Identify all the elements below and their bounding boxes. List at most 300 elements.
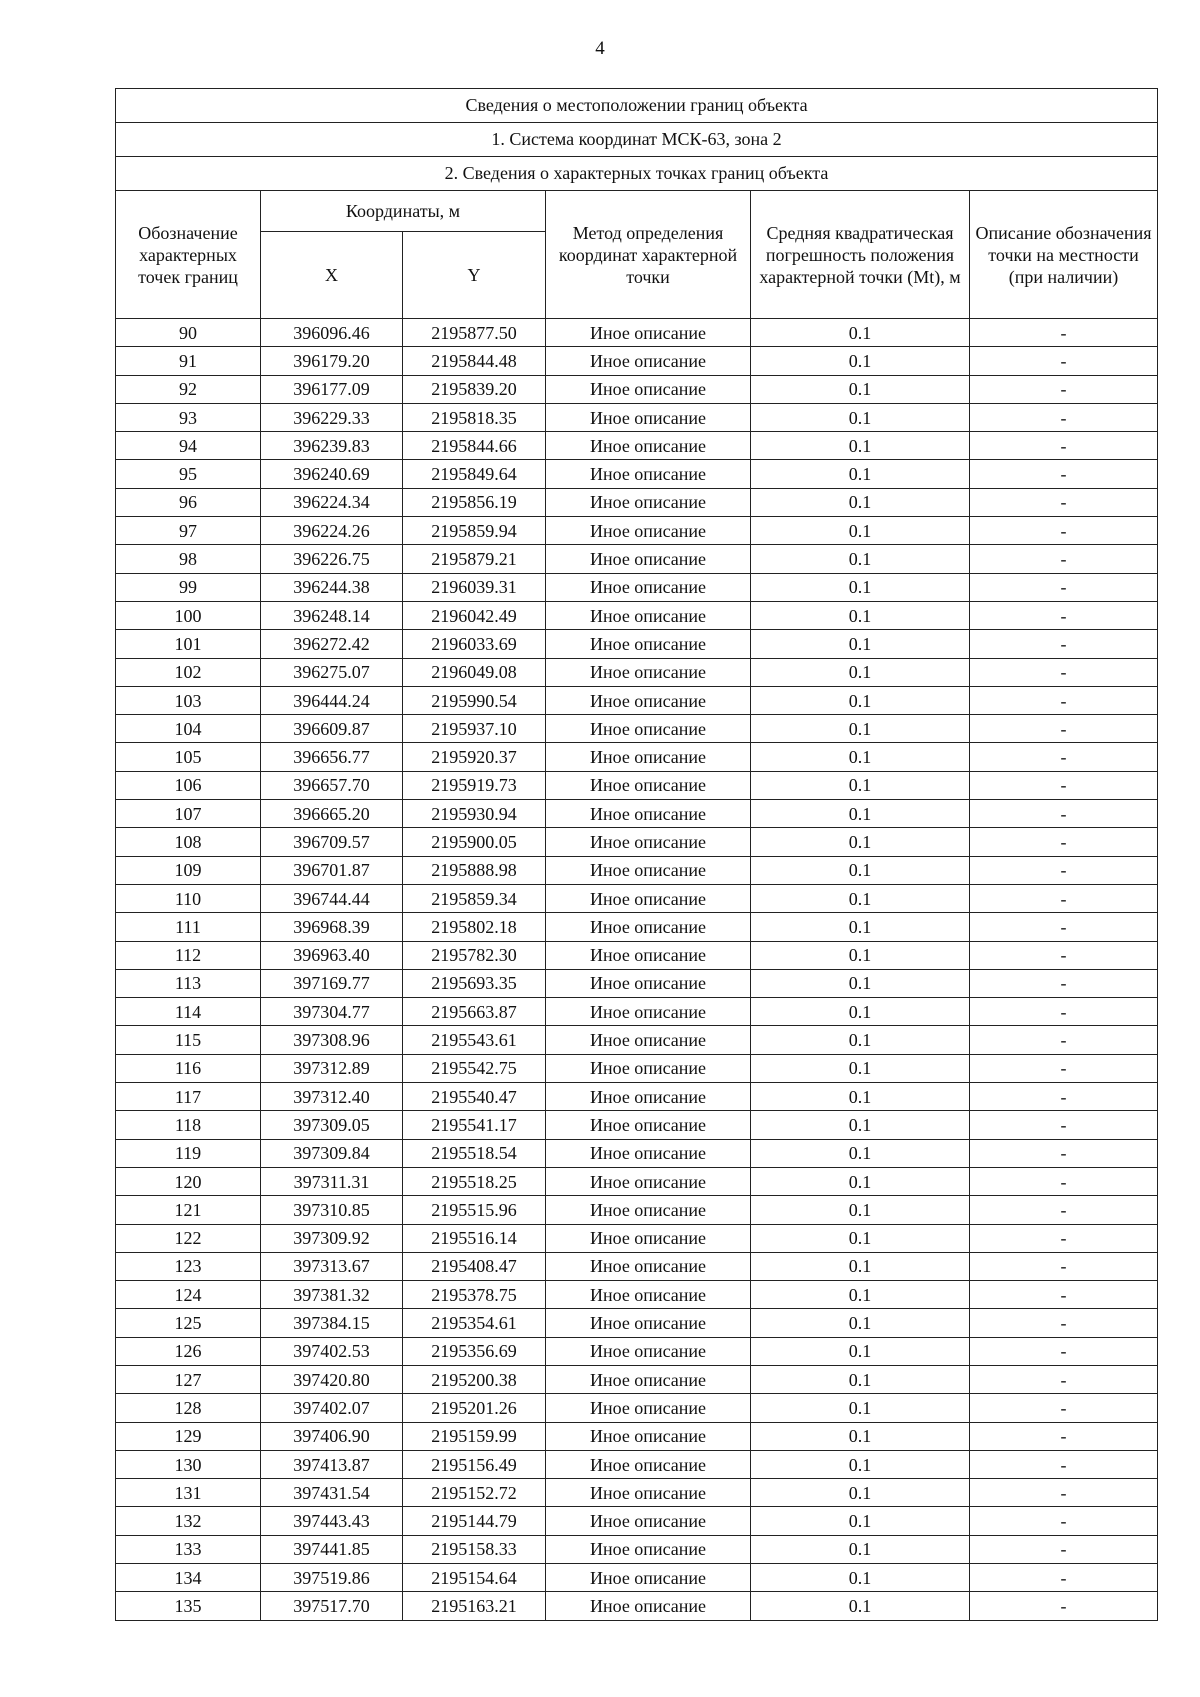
description-cell: - [970,1535,1158,1563]
point-number-cell: 123 [116,1252,261,1280]
description-cell: - [970,1450,1158,1478]
description-cell: - [970,800,1158,828]
description-cell: - [970,1111,1158,1139]
method-cell: Иное описание [546,1337,751,1365]
point-number-cell: 133 [116,1535,261,1563]
method-cell: Иное описание [546,1564,751,1592]
table-title-points-info: 2. Сведения о характерных точках границ объекта [116,157,1158,191]
point-number-cell: 119 [116,1139,261,1167]
table-row [116,1422,1158,1450]
table-row [116,1507,1158,1535]
description-cell: - [970,1281,1158,1309]
page-number: 4 [595,38,605,59]
y-coordinate-cell: 2196049.08 [403,658,546,686]
y-coordinate-cell: 2195879.21 [403,545,546,573]
y-coordinate-cell: 2195888.98 [403,856,546,884]
table-row [116,517,1158,545]
method-cell: Иное описание [546,1054,751,1082]
y-coordinate-cell: 2195802.18 [403,913,546,941]
table-row [116,1309,1158,1337]
y-coordinate-cell: 2195844.66 [403,432,546,460]
table-row [116,1167,1158,1195]
error-cell: 0.1 [751,1252,970,1280]
x-coordinate-cell: 396444.24 [261,686,403,714]
x-coordinate-cell: 397311.31 [261,1167,403,1195]
point-number-cell: 96 [116,488,261,516]
x-coordinate-cell: 396224.34 [261,488,403,516]
table-row [116,941,1158,969]
error-cell: 0.1 [751,545,970,573]
method-cell: Иное описание [546,828,751,856]
error-cell: 0.1 [751,1450,970,1478]
y-coordinate-cell: 2196042.49 [403,601,546,629]
x-coordinate-cell: 397304.77 [261,998,403,1026]
error-cell: 0.1 [751,743,970,771]
x-coordinate-cell: 396657.70 [261,771,403,799]
y-coordinate-cell: 2195663.87 [403,998,546,1026]
method-cell: Иное описание [546,630,751,658]
error-cell: 0.1 [751,771,970,799]
table-row [116,800,1158,828]
point-number-cell: 101 [116,630,261,658]
table-row [116,545,1158,573]
description-cell: - [970,545,1158,573]
error-cell: 0.1 [751,460,970,488]
error-cell: 0.1 [751,913,970,941]
method-cell: Иное описание [546,1252,751,1280]
error-cell: 0.1 [751,432,970,460]
y-coordinate-cell: 2195782.30 [403,941,546,969]
description-cell: - [970,658,1158,686]
y-coordinate-cell: 2195919.73 [403,771,546,799]
method-cell: Иное описание [546,969,751,997]
point-number-cell: 106 [116,771,261,799]
description-cell: - [970,828,1158,856]
error-cell: 0.1 [751,856,970,884]
point-number-cell: 99 [116,573,261,601]
header-method: Метод определения координат характерной точки [546,191,751,319]
table-row [116,1196,1158,1224]
point-number-cell: 128 [116,1394,261,1422]
description-cell: - [970,941,1158,969]
x-coordinate-cell: 397517.70 [261,1592,403,1620]
method-cell: Иное описание [546,347,751,375]
y-coordinate-cell: 2195156.49 [403,1450,546,1478]
error-cell: 0.1 [751,1196,970,1224]
y-coordinate-cell: 2195839.20 [403,375,546,403]
x-coordinate-cell: 396179.20 [261,347,403,375]
point-number-cell: 90 [116,319,261,347]
point-number-cell: 113 [116,969,261,997]
description-cell: - [970,856,1158,884]
y-coordinate-cell: 2195515.96 [403,1196,546,1224]
point-number-cell: 110 [116,884,261,912]
y-coordinate-cell: 2195542.75 [403,1054,546,1082]
description-cell: - [970,1167,1158,1195]
x-coordinate-cell: 397381.32 [261,1281,403,1309]
error-cell: 0.1 [751,715,970,743]
table-row [116,460,1158,488]
error-cell: 0.1 [751,601,970,629]
x-coordinate-cell: 397309.05 [261,1111,403,1139]
error-cell: 0.1 [751,517,970,545]
x-coordinate-cell: 397402.07 [261,1394,403,1422]
description-cell: - [970,743,1158,771]
description-cell: - [970,1224,1158,1252]
table-row [116,1450,1158,1478]
boundary-points-table [115,88,1158,1621]
y-coordinate-cell: 2195540.47 [403,1083,546,1111]
y-coordinate-cell: 2195877.50 [403,319,546,347]
error-cell: 0.1 [751,686,970,714]
table-row [116,1365,1158,1393]
y-coordinate-cell: 2195920.37 [403,743,546,771]
x-coordinate-cell: 396248.14 [261,601,403,629]
x-coordinate-cell: 396968.39 [261,913,403,941]
x-coordinate-cell: 396177.09 [261,375,403,403]
error-cell: 0.1 [751,1111,970,1139]
table-row [116,319,1158,347]
method-cell: Иное описание [546,1422,751,1450]
error-cell: 0.1 [751,800,970,828]
y-coordinate-cell: 2196039.31 [403,573,546,601]
description-cell: - [970,573,1158,601]
description-cell: - [970,375,1158,403]
point-number-cell: 129 [116,1422,261,1450]
x-coordinate-cell: 396609.87 [261,715,403,743]
point-number-cell: 98 [116,545,261,573]
title-row-location [116,89,1158,123]
x-coordinate-cell: 396709.57 [261,828,403,856]
point-number-cell: 103 [116,686,261,714]
point-number-cell: 93 [116,403,261,431]
x-coordinate-cell: 397309.84 [261,1139,403,1167]
header-row-1 [116,191,1158,232]
x-coordinate-cell: 397431.54 [261,1479,403,1507]
error-cell: 0.1 [751,1592,970,1620]
y-coordinate-cell: 2195408.47 [403,1252,546,1280]
point-number-cell: 91 [116,347,261,375]
y-coordinate-cell: 2195541.17 [403,1111,546,1139]
point-number-cell: 108 [116,828,261,856]
y-coordinate-cell: 2195378.75 [403,1281,546,1309]
table-row [116,403,1158,431]
description-cell: - [970,686,1158,714]
error-cell: 0.1 [751,1054,970,1082]
description-cell: - [970,630,1158,658]
point-number-cell: 126 [116,1337,261,1365]
point-number-cell: 112 [116,941,261,969]
error-cell: 0.1 [751,1422,970,1450]
description-cell: - [970,913,1158,941]
description-cell: - [970,460,1158,488]
error-cell: 0.1 [751,1139,970,1167]
method-cell: Иное описание [546,1111,751,1139]
point-number-cell: 121 [116,1196,261,1224]
description-cell: - [970,1196,1158,1224]
x-coordinate-cell: 397313.67 [261,1252,403,1280]
y-coordinate-cell: 2195158.33 [403,1535,546,1563]
error-cell: 0.1 [751,1564,970,1592]
table-row [116,1337,1158,1365]
table-row [116,1083,1158,1111]
table-row [116,1054,1158,1082]
x-coordinate-cell: 397441.85 [261,1535,403,1563]
y-coordinate-cell: 2195518.25 [403,1167,546,1195]
header-description: Описание обозначения точки на местности (при наличии) [970,191,1158,319]
point-number-cell: 115 [116,1026,261,1054]
error-cell: 0.1 [751,1337,970,1365]
y-coordinate-cell: 2195518.54 [403,1139,546,1167]
method-cell: Иное описание [546,998,751,1026]
error-cell: 0.1 [751,1394,970,1422]
method-cell: Иное описание [546,941,751,969]
error-cell: 0.1 [751,1167,970,1195]
header-y: Y [403,232,546,319]
x-coordinate-cell: 397443.43 [261,1507,403,1535]
x-coordinate-cell: 397169.77 [261,969,403,997]
table-row [116,715,1158,743]
table-row [116,488,1158,516]
description-cell: - [970,715,1158,743]
method-cell: Иное описание [546,1507,751,1535]
error-cell: 0.1 [751,969,970,997]
point-number-cell: 124 [116,1281,261,1309]
x-coordinate-cell: 397413.87 [261,1450,403,1478]
method-cell: Иное описание [546,1394,751,1422]
x-coordinate-cell: 396272.42 [261,630,403,658]
y-coordinate-cell: 2196033.69 [403,630,546,658]
y-coordinate-cell: 2195163.21 [403,1592,546,1620]
error-cell: 0.1 [751,630,970,658]
table-row [116,1479,1158,1507]
error-cell: 0.1 [751,1479,970,1507]
y-coordinate-cell: 2195900.05 [403,828,546,856]
table-row [116,998,1158,1026]
error-cell: 0.1 [751,347,970,375]
description-cell: - [970,1507,1158,1535]
x-coordinate-cell: 396701.87 [261,856,403,884]
table-row [116,1252,1158,1280]
y-coordinate-cell: 2195856.19 [403,488,546,516]
y-coordinate-cell: 2195543.61 [403,1026,546,1054]
method-cell: Иное описание [546,1535,751,1563]
method-cell: Иное описание [546,771,751,799]
point-number-cell: 130 [116,1450,261,1478]
method-cell: Иное описание [546,1450,751,1478]
point-number-cell: 102 [116,658,261,686]
y-coordinate-cell: 2195990.54 [403,686,546,714]
table-row [116,1592,1158,1620]
table-row [116,1281,1158,1309]
description-cell: - [970,1139,1158,1167]
method-cell: Иное описание [546,375,751,403]
description-cell: - [970,319,1158,347]
error-cell: 0.1 [751,658,970,686]
y-coordinate-cell: 2195693.35 [403,969,546,997]
method-cell: Иное описание [546,800,751,828]
description-cell: - [970,1309,1158,1337]
point-number-cell: 134 [116,1564,261,1592]
point-number-cell: 125 [116,1309,261,1337]
table-row [116,347,1158,375]
header-x: X [261,232,403,319]
point-number-cell: 116 [116,1054,261,1082]
y-coordinate-cell: 2195516.14 [403,1224,546,1252]
description-cell: - [970,1365,1158,1393]
point-number-cell: 104 [116,715,261,743]
table-row [116,432,1158,460]
table-row [116,1564,1158,1592]
method-cell: Иное описание [546,517,751,545]
y-coordinate-cell: 2195937.10 [403,715,546,743]
method-cell: Иное описание [546,432,751,460]
table-row [116,884,1158,912]
point-number-cell: 105 [116,743,261,771]
method-cell: Иное описание [546,1281,751,1309]
description-cell: - [970,347,1158,375]
method-cell: Иное описание [546,743,751,771]
table-row [116,601,1158,629]
x-coordinate-cell: 397308.96 [261,1026,403,1054]
x-coordinate-cell: 396665.20 [261,800,403,828]
error-cell: 0.1 [751,1507,970,1535]
error-cell: 0.1 [751,884,970,912]
error-cell: 0.1 [751,488,970,516]
y-coordinate-cell: 2195930.94 [403,800,546,828]
method-cell: Иное описание [546,715,751,743]
description-cell: - [970,403,1158,431]
title-row-points-info [116,157,1158,191]
error-cell: 0.1 [751,1309,970,1337]
table-row [116,1139,1158,1167]
y-coordinate-cell: 2195200.38 [403,1365,546,1393]
method-cell: Иное описание [546,913,751,941]
point-number-cell: 122 [116,1224,261,1252]
table-row [116,743,1158,771]
error-cell: 0.1 [751,1026,970,1054]
method-cell: Иное описание [546,1309,751,1337]
method-cell: Иное описание [546,884,751,912]
x-coordinate-cell: 396275.07 [261,658,403,686]
table-row [116,375,1158,403]
method-cell: Иное описание [546,403,751,431]
description-cell: - [970,1083,1158,1111]
x-coordinate-cell: 396244.38 [261,573,403,601]
point-number-cell: 114 [116,998,261,1026]
method-cell: Иное описание [546,1026,751,1054]
method-cell: Иное описание [546,856,751,884]
error-cell: 0.1 [751,403,970,431]
error-cell: 0.1 [751,1365,970,1393]
x-coordinate-cell: 397406.90 [261,1422,403,1450]
method-cell: Иное описание [546,686,751,714]
x-coordinate-cell: 396744.44 [261,884,403,912]
x-coordinate-cell: 396239.83 [261,432,403,460]
error-cell: 0.1 [751,1535,970,1563]
y-coordinate-cell: 2195201.26 [403,1394,546,1422]
method-cell: Иное описание [546,1139,751,1167]
method-cell: Иное описание [546,573,751,601]
description-cell: - [970,969,1158,997]
method-cell: Иное описание [546,460,751,488]
y-coordinate-cell: 2195154.64 [403,1564,546,1592]
method-cell: Иное описание [546,1224,751,1252]
x-coordinate-cell: 396224.26 [261,517,403,545]
x-coordinate-cell: 396226.75 [261,545,403,573]
method-cell: Иное описание [546,1365,751,1393]
method-cell: Иное описание [546,1167,751,1195]
description-cell: - [970,771,1158,799]
point-number-cell: 111 [116,913,261,941]
method-cell: Иное описание [546,1592,751,1620]
error-cell: 0.1 [751,1281,970,1309]
table-row [116,1535,1158,1563]
description-cell: - [970,1054,1158,1082]
description-cell: - [970,884,1158,912]
point-number-cell: 117 [116,1083,261,1111]
y-coordinate-cell: 2195818.35 [403,403,546,431]
point-number-cell: 120 [116,1167,261,1195]
point-number-cell: 132 [116,1507,261,1535]
table-row [116,686,1158,714]
method-cell: Иное описание [546,319,751,347]
x-coordinate-cell: 397384.15 [261,1309,403,1337]
header-error: Средняя квадратическая погрешность положения характерной точки (Mt), м [751,191,970,319]
table-row [116,1111,1158,1139]
point-number-cell: 97 [116,517,261,545]
error-cell: 0.1 [751,375,970,403]
y-coordinate-cell: 2195159.99 [403,1422,546,1450]
method-cell: Иное описание [546,545,751,573]
description-cell: - [970,1026,1158,1054]
method-cell: Иное описание [546,658,751,686]
point-number-cell: 95 [116,460,261,488]
error-cell: 0.1 [751,1083,970,1111]
y-coordinate-cell: 2195144.79 [403,1507,546,1535]
table-row [116,658,1158,686]
description-cell: - [970,1564,1158,1592]
x-coordinate-cell: 396240.69 [261,460,403,488]
method-cell: Иное описание [546,1196,751,1224]
error-cell: 0.1 [751,1224,970,1252]
y-coordinate-cell: 2195356.69 [403,1337,546,1365]
description-cell: - [970,1422,1158,1450]
description-cell: - [970,1479,1158,1507]
table-row [116,630,1158,658]
description-cell: - [970,1394,1158,1422]
method-cell: Иное описание [546,1479,751,1507]
error-cell: 0.1 [751,941,970,969]
x-coordinate-cell: 397312.40 [261,1083,403,1111]
table-row [116,573,1158,601]
table-body [116,319,1158,1621]
x-coordinate-cell: 397312.89 [261,1054,403,1082]
description-cell: - [970,488,1158,516]
table-row [116,969,1158,997]
header-designation: Обозначение характерных точек границ [116,191,261,319]
title-row-coordinate-system [116,123,1158,157]
x-coordinate-cell: 396096.46 [261,319,403,347]
x-coordinate-cell: 396656.77 [261,743,403,771]
table-row [116,856,1158,884]
table-title-location: Сведения о местоположении границ объекта [116,89,1158,123]
x-coordinate-cell: 397309.92 [261,1224,403,1252]
y-coordinate-cell: 2195152.72 [403,1479,546,1507]
error-cell: 0.1 [751,319,970,347]
description-cell: - [970,432,1158,460]
header-coordinates: Координаты, м [261,191,546,232]
